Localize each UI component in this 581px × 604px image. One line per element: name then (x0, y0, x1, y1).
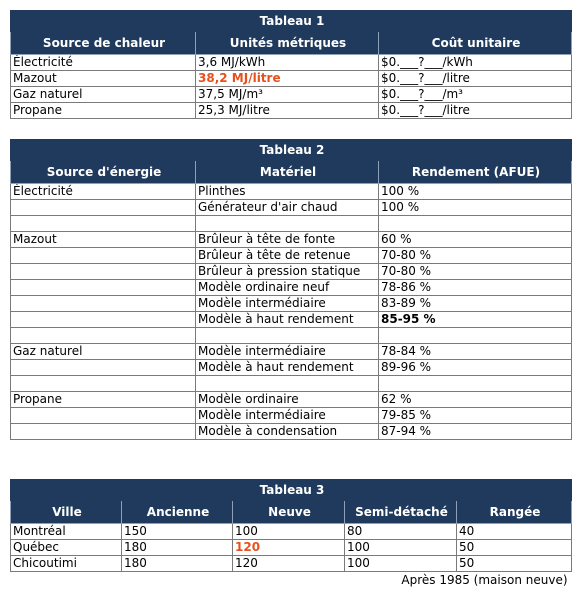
table-row (11, 71, 572, 87)
efficiency-cell: 89-96 % (379, 360, 572, 376)
spacer-row (11, 376, 572, 392)
efficiency-cell: 70-80 % (379, 248, 572, 264)
efficiency-cell: 78-86 % (379, 280, 572, 296)
table-row (11, 280, 572, 296)
table-row (11, 360, 572, 376)
equipment-cell: Générateur d'air chaud (196, 200, 379, 216)
heat-source-cell: Mazout (11, 71, 196, 87)
unit-cost-cell: $0.___?___/kWh (379, 55, 572, 71)
equipment-cell: Modèle à condensation (196, 424, 379, 440)
value-cell: 100 (345, 556, 457, 572)
column-header: Source de chaleur (11, 32, 196, 55)
heat-source-cell: Gaz naturel (11, 87, 196, 103)
efficiency-cell: 60 % (379, 232, 572, 248)
table-row (11, 312, 572, 328)
energy-source-cell (11, 200, 196, 216)
table-row (11, 232, 572, 248)
energy-source-cell (11, 264, 196, 280)
equipment-cell: Modèle à haut rendement (196, 312, 379, 328)
efficiency-cell-highlighted: 85-95 % (379, 312, 572, 328)
energy-source-cell: Mazout (11, 232, 196, 248)
table-row (11, 556, 572, 572)
value-cell: 100 (345, 540, 457, 556)
table-3-footnote: Après 1985 (maison neuve) (401, 572, 568, 587)
table-row (11, 200, 572, 216)
energy-source-cell (11, 424, 196, 440)
efficiency-cell: 100 % (379, 184, 572, 200)
table-row (11, 248, 572, 264)
column-header: Coût unitaire (379, 32, 572, 55)
heat-source-cell: Propane (11, 103, 196, 119)
city-cell: Québec (11, 540, 122, 556)
heat-source-cell: Électricité (11, 55, 196, 71)
value-cell: 180 (122, 540, 233, 556)
efficiency-cell: 62 % (379, 392, 572, 408)
value-cell: 100 (233, 524, 345, 540)
value-cell: 150 (122, 524, 233, 540)
column-header: Neuve (233, 501, 345, 524)
spacer-row (11, 328, 572, 344)
energy-source-cell (11, 408, 196, 424)
equipment-cell: Modèle intermédiaire (196, 296, 379, 312)
table-row (11, 344, 572, 360)
unit-cost-cell: $0.___?___/m³ (379, 87, 572, 103)
table-row (11, 540, 572, 556)
energy-source-cell: Gaz naturel (11, 344, 196, 360)
value-cell: 40 (457, 524, 572, 540)
column-header: Matériel (196, 161, 379, 184)
value-cell-highlighted: 120 (233, 540, 345, 556)
unit-cost-cell: $0.___?___/litre (379, 103, 572, 119)
city-cell: Chicoutimi (11, 556, 122, 572)
value-cell: 50 (457, 556, 572, 572)
equipment-cell: Brûleur à tête de retenue (196, 248, 379, 264)
energy-source-cell (11, 280, 196, 296)
column-header: Ancienne (122, 501, 233, 524)
table-row (11, 524, 572, 540)
unit-cost-cell: $0.___?___/litre (379, 71, 572, 87)
column-header: Unités métriques (196, 32, 379, 55)
energy-source-cell: Électricité (11, 184, 196, 200)
column-header: Ville (11, 501, 122, 524)
efficiency-cell: 83-89 % (379, 296, 572, 312)
value-cell: 180 (122, 556, 233, 572)
efficiency-cell: 78-84 % (379, 344, 572, 360)
equipment-cell: Modèle ordinaire neuf (196, 280, 379, 296)
energy-source-cell (11, 248, 196, 264)
equipment-cell: Brûleur à tête de fonte (196, 232, 379, 248)
table-row (11, 55, 572, 71)
table-row (11, 87, 572, 103)
table-row (11, 392, 572, 408)
column-header: Source d'énergie (11, 161, 196, 184)
energy-source-cell (11, 360, 196, 376)
table-2-title: Tableau 2 (11, 140, 572, 161)
column-header: Rangée (457, 501, 572, 524)
column-header: Rendement (AFUE) (379, 161, 572, 184)
metric-unit-cell: 25,3 MJ/litre (196, 103, 379, 119)
table-2 (10, 139, 572, 440)
city-cell: Montréal (11, 524, 122, 540)
value-cell: 120 (233, 556, 345, 572)
equipment-cell: Modèle intermédiaire (196, 344, 379, 360)
table-1 (10, 10, 572, 119)
efficiency-cell: 79-85 % (379, 408, 572, 424)
table-row (11, 424, 572, 440)
metric-unit-cell-highlighted: 38,2 MJ/litre (196, 71, 379, 87)
efficiency-cell: 87-94 % (379, 424, 572, 440)
table-row (11, 296, 572, 312)
energy-source-cell: Propane (11, 392, 196, 408)
table-3-title: Tableau 3 (11, 480, 572, 501)
table-row (11, 264, 572, 280)
equipment-cell: Modèle ordinaire (196, 392, 379, 408)
efficiency-cell: 70-80 % (379, 264, 572, 280)
table-3 (10, 479, 572, 588)
energy-source-cell (11, 296, 196, 312)
equipment-cell: Modèle à haut rendement (196, 360, 379, 376)
table-row (11, 184, 572, 200)
table-row (11, 408, 572, 424)
efficiency-cell: 100 % (379, 200, 572, 216)
metric-unit-cell: 37,5 MJ/m³ (196, 87, 379, 103)
metric-unit-cell: 3,6 MJ/kWh (196, 55, 379, 71)
spacer-row (11, 216, 572, 232)
value-cell: 80 (345, 524, 457, 540)
equipment-cell: Plinthes (196, 184, 379, 200)
table-1-title: Tableau 1 (11, 11, 572, 32)
table-row (11, 103, 572, 119)
column-header: Semi-détaché (345, 501, 457, 524)
equipment-cell: Brûleur à pression statique (196, 264, 379, 280)
value-cell: 50 (457, 540, 572, 556)
equipment-cell: Modèle intermédiaire (196, 408, 379, 424)
energy-source-cell (11, 312, 196, 328)
